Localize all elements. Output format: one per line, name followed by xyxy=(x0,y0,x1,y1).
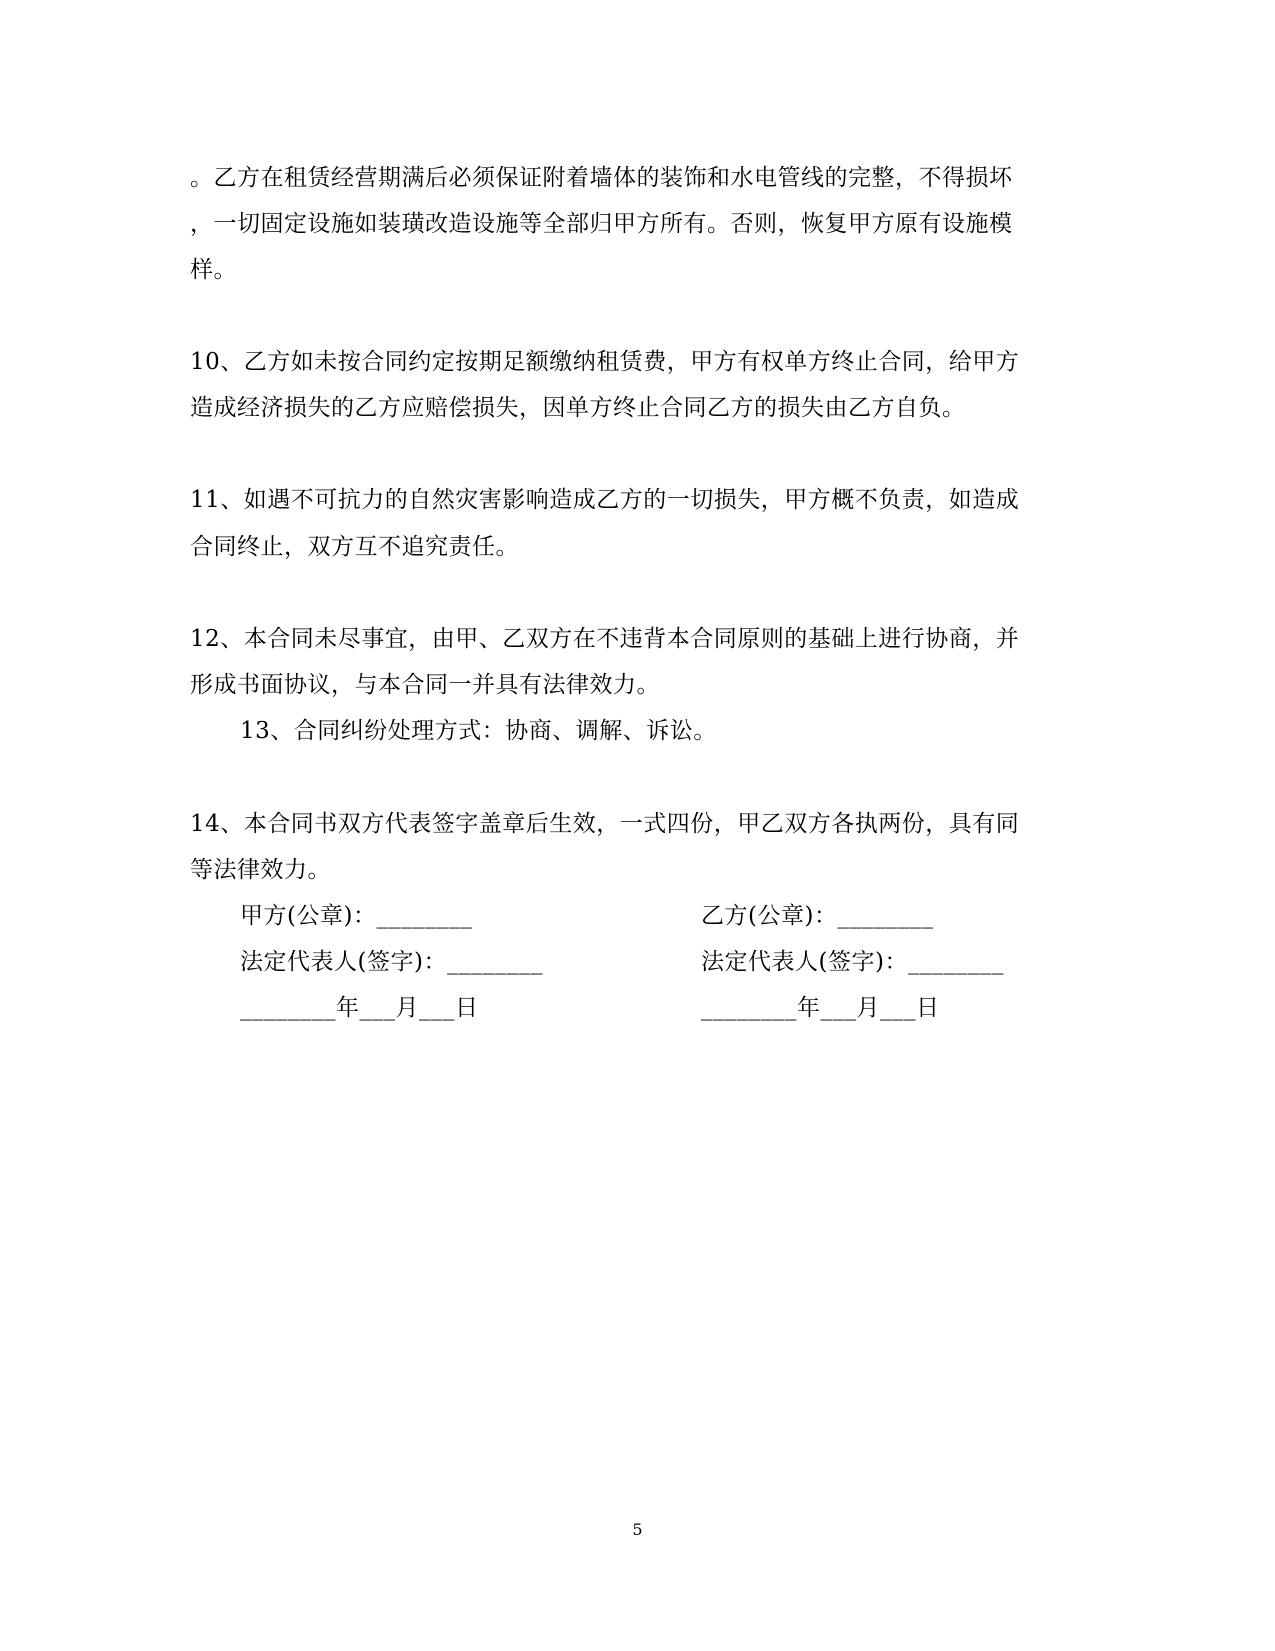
clause-10-line-1: 10、乙方如未按合同约定按期足额缴纳租赁费，甲方有权单方终止合同，给甲方 xyxy=(190,349,1020,375)
party-b-date: ________年___月___日 xyxy=(701,995,940,1021)
clause-11-line-1: 11、如遇不可抗力的自然灾害影响造成乙方的一切损失，甲方概不负责，如造成 xyxy=(190,487,1020,513)
clause-9-line-3: 样。 xyxy=(190,257,237,283)
party-b-representative: 法定代表人(签字)：________ xyxy=(701,949,1004,975)
party-a-representative: 法定代表人(签字)：________ xyxy=(240,949,543,975)
party-a-seal: 甲方(公章)：________ xyxy=(240,903,473,929)
clause-11-line-2: 合同终止，双方互不追究责任。 xyxy=(190,534,519,560)
party-b-seal: 乙方(公章)：________ xyxy=(701,903,934,929)
clause-14-line-2: 等法律效力。 xyxy=(190,857,331,883)
clause-9-line-2: ，一切固定设施如装璜改造设施等全部归甲方所有。否则，恢复甲方原有设施模 xyxy=(190,211,1013,237)
clause-9-line-1: 。乙方在租赁经营期满后必须保证附着墙体的装饰和水电管线的完整，不得损坏 xyxy=(190,165,1013,191)
page-number: 5 xyxy=(632,1520,643,1539)
clause-12-line-2: 形成书面协议，与本合同一并具有法律效力。 xyxy=(190,672,660,698)
clause-13-line-1: 13、合同纠纷处理方式：协商、调解、诉讼。 xyxy=(240,718,717,744)
clause-14-line-1: 14、本合同书双方代表签字盖章后生效，一式四份，甲乙双方各执两份，具有同 xyxy=(190,811,1020,837)
party-a-date: ________年___月___日 xyxy=(240,995,479,1021)
clause-12-line-1: 12、本合同未尽事宜，由甲、乙双方在不违背本合同原则的基础上进行协商，并 xyxy=(190,626,1020,652)
clause-10-line-2: 造成经济损失的乙方应赔偿损失，因单方终止合同乙方的损失由乙方自负。 xyxy=(190,395,966,421)
